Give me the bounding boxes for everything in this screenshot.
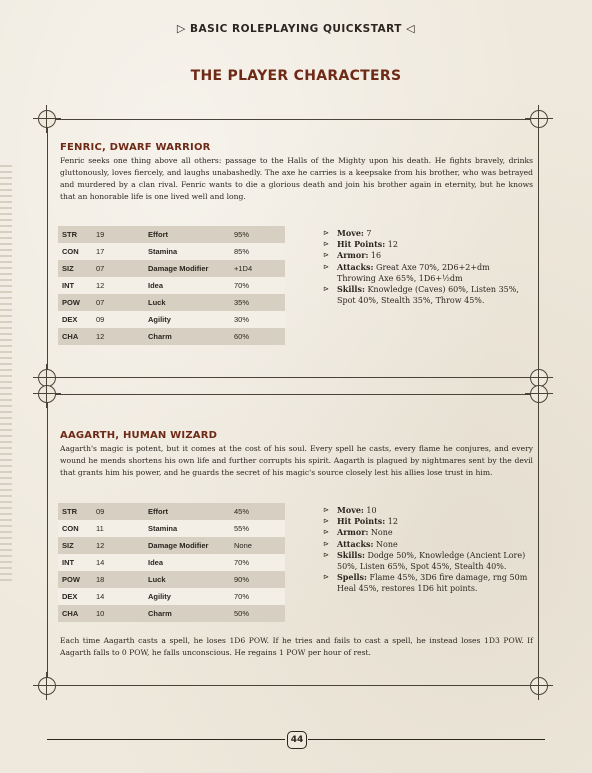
detail-label: Hit Points: — [337, 239, 386, 250]
bullet-arrow-icon: ⊳ — [323, 539, 329, 548]
stat-attribute: INT — [62, 558, 75, 567]
stat-row — [58, 243, 285, 260]
bullet-arrow-icon: ⊳ — [323, 285, 329, 294]
stat-attribute: CHA — [62, 332, 79, 341]
corner-ornament — [38, 110, 56, 128]
stat-value: 19 — [96, 230, 105, 239]
detail-item — [323, 239, 528, 250]
bullet-arrow-icon: ⊳ — [323, 229, 329, 237]
header-title: BASIC ROLEPLAYING QUICKSTART — [190, 23, 402, 35]
stat-value: 07 — [96, 298, 105, 307]
stat-derived-name: Charm — [148, 332, 172, 341]
stat-value: 14 — [96, 558, 105, 567]
character-name: FENRIC, DWARF WARRIOR — [60, 142, 211, 153]
detail-label: Move: — [337, 228, 364, 238]
character-card-aagarth — [47, 394, 539, 686]
detail-text: None — [373, 539, 398, 549]
stat-attribute: INT — [62, 281, 75, 290]
detail-label: Armor: — [337, 250, 369, 261]
stat-attribute: CON — [62, 247, 79, 256]
bullet-arrow-icon: ⊳ — [323, 573, 329, 582]
stat-row — [58, 260, 285, 277]
character-details — [323, 505, 528, 595]
page-number: 44 — [287, 731, 307, 749]
stat-derived-name: Stamina — [148, 247, 178, 256]
stat-attribute: DEX — [62, 592, 78, 601]
page-edge-texture — [0, 165, 12, 585]
detail-text: 16 — [368, 251, 382, 261]
detail-item — [323, 284, 528, 306]
stat-attribute: DEX — [62, 315, 78, 324]
stat-derived-value: 90% — [234, 575, 250, 584]
header-right-marker: ◁ — [406, 22, 416, 35]
stat-derived-name: Idea — [148, 558, 164, 567]
stat-derived-name: Effort — [148, 507, 168, 516]
stat-row — [58, 328, 285, 345]
stat-derived-value: 55% — [234, 524, 250, 533]
stat-derived-name: Charm — [148, 609, 172, 618]
detail-label: Hit Points: — [337, 516, 386, 527]
character-name: AAGARTH, HUMAN WIZARD — [60, 430, 218, 441]
corner-ornament — [530, 677, 548, 695]
detail-label: Spells: — [337, 572, 367, 583]
stat-attribute: STR — [62, 507, 77, 516]
character-description: Fenric seeks one thing above all others: passage to the Halls of the Mighty upon his death. He fights bravely, drinks gluttonously, loves fiercely, and laughs unabashedly. The axe he carries is a keepsake from his brother, who was betrayed and murdered by a clan rival. Fenric wants to die a glorious death and join his brother again in eternity, but he knows that an honorable life is one lived well and long. — [60, 156, 533, 201]
stat-value: 09 — [96, 315, 105, 324]
stat-attribute: POW — [62, 575, 80, 584]
stat-value: 14 — [96, 592, 105, 601]
bullet-arrow-icon: ⊳ — [323, 262, 329, 271]
stat-value: 07 — [96, 264, 105, 273]
stat-row — [58, 226, 285, 243]
page-title: THE PLAYER CHARACTERS — [190, 68, 402, 84]
detail-label: Skills: — [337, 284, 365, 295]
stat-value: 11 — [96, 524, 104, 533]
stat-row — [58, 520, 285, 537]
stat-attribute: SIZ — [62, 541, 74, 550]
corner-ornament — [530, 110, 548, 128]
bullet-arrow-icon: ⊳ — [323, 550, 329, 559]
detail-label: Attacks: — [337, 538, 374, 549]
character-details — [323, 228, 528, 306]
detail-text: Dodge 50%, Knowledge (Ancient Lore) 50%, Listen 65%, Spot 45%, Stealth 40%. — [337, 550, 526, 572]
stat-value: 18 — [96, 575, 105, 584]
stat-derived-value: 70% — [234, 558, 250, 567]
detail-item — [323, 262, 528, 284]
stat-derived-name: Damage Modifier — [148, 541, 209, 550]
stat-value: 17 — [96, 247, 105, 256]
detail-text: Knowledge (Caves) 60%, Listen 35%, Spot 40%, Stealth 35%, Throw 45%. — [337, 285, 519, 306]
stat-derived-value: 85% — [234, 247, 250, 256]
detail-label: Armor: — [337, 527, 369, 538]
bullet-arrow-icon: ⊳ — [323, 251, 329, 260]
corner-ornament — [38, 385, 56, 403]
stat-derived-value: 95% — [234, 230, 250, 239]
stat-value: 09 — [96, 507, 105, 516]
stat-row — [58, 554, 285, 571]
running-header — [0, 22, 592, 35]
spell-rule-note: Each time Aagarth casts a spell, he loses 1D6 POW. If he tries and fails to cast a spell, he instead loses 1D3 POW. If Aagarth falls to 0 POW, he falls unconscious. He regains 1 POW per hour of rest. — [60, 636, 533, 657]
stat-row — [58, 571, 285, 588]
stat-row — [58, 277, 285, 294]
stat-derived-name: Idea — [148, 281, 164, 290]
detail-text: 7 — [363, 229, 372, 238]
stat-derived-name: Luck — [148, 298, 166, 307]
footer-rule-left — [47, 739, 285, 740]
stat-derived-name: Stamina — [148, 524, 178, 533]
stat-derived-value: 60% — [234, 332, 250, 341]
detail-item — [323, 250, 528, 261]
stat-derived-value: 35% — [234, 298, 250, 307]
stat-row — [58, 503, 285, 520]
detail-text: None — [368, 528, 393, 538]
stat-derived-value: 45% — [234, 507, 250, 516]
stat-derived-name: Agility — [148, 315, 171, 324]
stat-derived-value: +1D4 — [234, 264, 253, 273]
detail-item — [323, 516, 528, 527]
stat-row — [58, 537, 285, 554]
stat-attribute: STR — [62, 230, 77, 239]
detail-item — [323, 228, 528, 239]
stats-table — [58, 503, 285, 622]
detail-label: Attacks: — [337, 261, 374, 272]
detail-item — [323, 572, 528, 594]
character-card-fenric — [47, 119, 539, 378]
corner-ornament — [38, 677, 56, 695]
bullet-arrow-icon: ⊳ — [323, 528, 329, 537]
stat-value: 10 — [96, 609, 105, 618]
stat-attribute: CHA — [62, 609, 79, 618]
detail-text: Flame 45%, 3D6 fire damage, rng 50m Heal 45%, restores 1D6 hit points. — [337, 573, 528, 594]
bullet-arrow-icon: ⊳ — [323, 240, 329, 249]
stat-attribute: POW — [62, 298, 80, 307]
detail-label: Move: — [337, 505, 364, 515]
stat-derived-value: 30% — [234, 315, 250, 324]
stat-row — [58, 294, 285, 311]
footer-rule-right — [308, 739, 545, 740]
stat-value: 12 — [96, 281, 105, 290]
stats-table — [58, 226, 285, 345]
stat-value: 12 — [96, 332, 105, 341]
corner-ornament — [530, 385, 548, 403]
stat-derived-value: 70% — [234, 592, 250, 601]
stat-derived-name: Effort — [148, 230, 168, 239]
detail-item — [323, 550, 528, 572]
stat-attribute: CON — [62, 524, 79, 533]
stat-value: 12 — [96, 541, 105, 550]
stat-derived-name: Damage Modifier — [148, 264, 209, 273]
detail-text: 12 — [385, 240, 398, 250]
detail-item — [323, 527, 528, 538]
bullet-arrow-icon: ⊳ — [323, 517, 329, 526]
character-description: Aagarth's magic is potent, but it comes at the cost of his soul. Every spell he casts, every flame he conjures, and every wound he mends shortens his own life and further corrupts his spirit. Aagarth is plagued by nightmares sent by the devil that grants him his power, and he guards the secret of his magic's source closely lest his allies lose trust in him. — [60, 444, 533, 477]
stat-row — [58, 311, 285, 328]
stat-derived-value: 50% — [234, 609, 250, 618]
header-left-marker: ▷ — [176, 22, 186, 35]
stat-derived-name: Luck — [148, 575, 166, 584]
detail-text: 10 — [363, 506, 377, 515]
stat-derived-value: 70% — [234, 281, 250, 290]
stat-row — [58, 605, 285, 622]
detail-text: Great Axe 70%, 2D6+2+dm Throwing Axe 65%, 1D6+½dm — [337, 262, 490, 283]
detail-label: Skills: — [337, 549, 365, 560]
detail-text: 12 — [385, 517, 398, 527]
stat-derived-name: Agility — [148, 592, 171, 601]
detail-item — [323, 505, 528, 516]
bullet-arrow-icon: ⊳ — [323, 506, 329, 514]
stat-derived-value: None — [234, 541, 252, 550]
stat-row — [58, 588, 285, 605]
stat-attribute: SIZ — [62, 264, 74, 273]
detail-item — [323, 539, 528, 550]
